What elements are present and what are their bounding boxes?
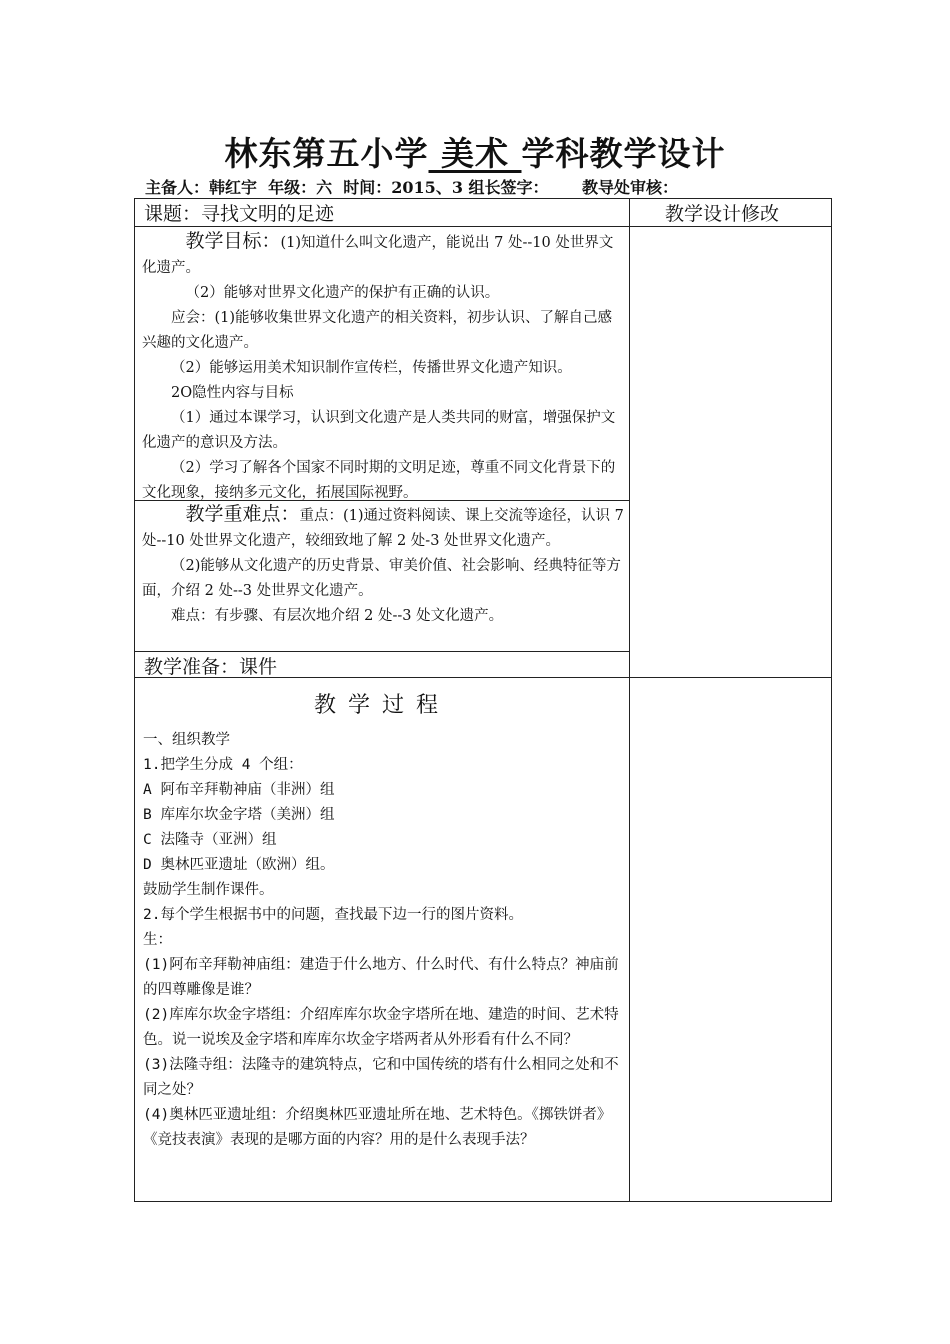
school-name: 林东第五小学	[224, 134, 429, 173]
process-content	[143, 728, 625, 1153]
table-row-divider	[134, 226, 832, 227]
objective-line: 应会：(1)能够收集世界文化遗产的相关资料，初步认识、了解自己感兴趣的文化遗产。	[142, 310, 613, 351]
preparation-line: 教学准备：课件	[144, 656, 278, 678]
objective-line: （2）能够运用美术知识制作宣传栏，传播世界文化遗产知识。	[171, 360, 572, 376]
process-line: 鼓励学生制作课件。	[143, 882, 274, 898]
objective-line: （2）学习了解各个国家不同时期的文明足迹，尊重不同文化背景下的文化现象，接纳多元文化，拓展国际视野。	[142, 460, 616, 501]
document-title	[0, 128, 950, 175]
process-title: 教学过程	[313, 693, 450, 718]
process-line: C 法隆寺（亚洲）组	[143, 832, 277, 848]
objectives-cell	[142, 229, 624, 506]
objective-line: （1）通过本课学习，认识到文化遗产是人类共同的财富，增强保护文化遗产的意识及方法。	[142, 410, 616, 451]
process-line: 生：	[143, 932, 172, 948]
objective-line: （2）能够对世界文化遗产的保护有正确的认识。	[185, 285, 500, 301]
process-line: (3)法隆寺组：法隆寺的建筑特点，它和中国传统的塔有什么相同之处和不同之处？	[143, 1057, 619, 1098]
objective-line: 2О隐性内容与目标	[171, 385, 294, 401]
key-points-cell	[142, 502, 624, 629]
process-line: (4)奥林匹亚遗址组：介绍奥林匹亚遗址所在地、艺术特色。《掷铁饼者》《竞技表演》表现的是哪方面的内容？用的是什么表现手法？	[143, 1107, 612, 1148]
key-point-line: 难点：有步骤、有层次地介绍 2 处--3 处文化遗产。	[171, 608, 504, 624]
key-point-line: （2)能够从文化遗产的历史背景、审美价值、社会影响、经典特征等方面，介绍 2 处--3 处世界文化遗产。	[142, 558, 621, 599]
process-line: 一、组织教学	[143, 732, 230, 748]
process-line: 2.每个学生根据书中的问题，查找最下边一行的图片资料。	[143, 907, 523, 923]
process-line: 1.把学生分成 4 个组：	[143, 757, 303, 773]
process-line: (2)库库尔坎金字塔组：介绍库库尔坎金字塔所在地、建造的时间、艺术特色。说一说埃及金字塔和库库尔坎金字塔两者从外形看有什么不同？	[143, 1007, 619, 1048]
revision-header: 教学设计修改	[665, 203, 780, 225]
objective-line: (1)知道什么叫文化遗产，能说出 7 处--10 处世界文化遗产。	[142, 235, 614, 276]
process-line: A 阿布辛拜勒神庙（非洲）组	[143, 782, 335, 798]
key-point-line: 重点：(1)通过资料阅读、课上交流等途径，认识 7 处--10 处世界文化遗产，较细致地了解 2 处-3 处世界文化遗产。	[142, 508, 624, 549]
title-suffix: 学科教学设计	[521, 134, 726, 173]
key-points-heading: 教学重难点：	[185, 503, 300, 525]
process-line: D 奥林匹亚遗址（欧洲）组。	[143, 857, 335, 873]
process-line: B 库库尔坎金字塔（美洲）组	[143, 807, 335, 823]
objectives-heading: 教学目标：	[185, 230, 281, 252]
meta-line: 主备人：韩红宇 年级：六 时间：2015、3 组长签字： 教导处审核：	[145, 178, 678, 197]
process-line: (1)阿布辛拜勒神庙组：建造于什么地方、什么时代、有什么特点？神庙前的四尊雕像是谁？	[143, 957, 619, 998]
subject-name: 美术	[428, 134, 522, 173]
lesson-title: 课题：寻找文明的足迹	[144, 203, 335, 225]
